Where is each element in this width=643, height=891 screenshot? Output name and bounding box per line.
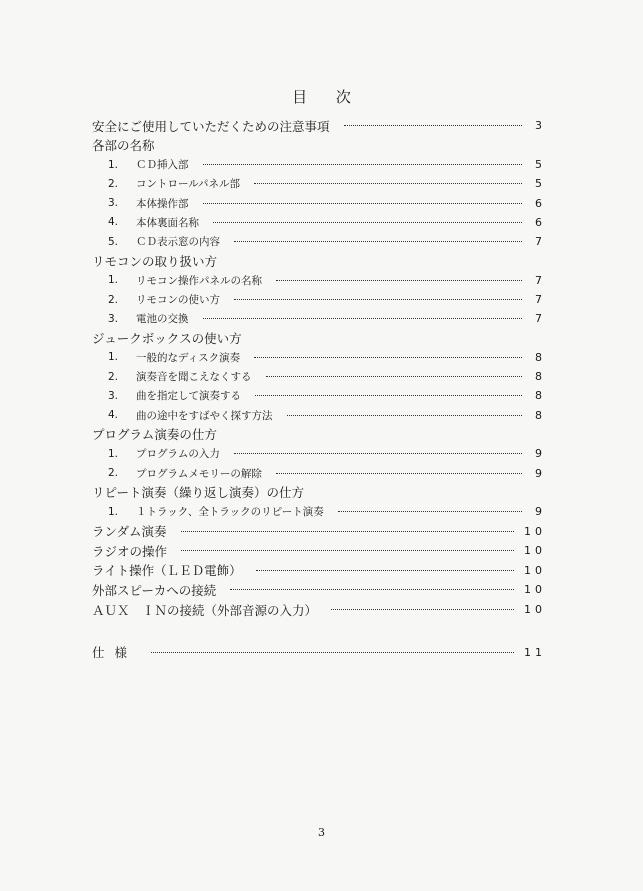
toc-entry-number: 3. bbox=[108, 389, 119, 402]
toc-entry-number: 4. bbox=[108, 409, 119, 422]
toc-page-number: 3 bbox=[535, 119, 542, 133]
toc-entry bbox=[92, 116, 542, 136]
toc-page-number: 10 bbox=[524, 563, 546, 577]
toc-entry-label: ＣＤ挿入部 bbox=[136, 159, 189, 172]
toc-entry-number: 2. bbox=[108, 177, 119, 190]
toc-entry bbox=[92, 367, 542, 386]
toc-entry-number: 3. bbox=[108, 197, 119, 210]
dot-leader bbox=[151, 652, 514, 653]
dot-leader bbox=[276, 473, 522, 474]
toc-entry-label: プログラムメモリーの解除 bbox=[136, 467, 262, 480]
toc-entry-number: 1. bbox=[108, 274, 119, 287]
dot-leader bbox=[331, 609, 514, 610]
dot-leader bbox=[266, 376, 523, 377]
toc-page-number: 6 bbox=[535, 196, 542, 210]
toc-page-number: 8 bbox=[535, 408, 542, 422]
toc-entry-label: 曲の途中をすばやく探す方法 bbox=[136, 409, 273, 422]
toc-entry-label: ライト操作（ＬＥＤ電飾） bbox=[92, 563, 242, 579]
toc-entry bbox=[92, 174, 542, 193]
toc-entry-label: 各部の名称 bbox=[92, 138, 155, 154]
toc-entry bbox=[92, 405, 542, 424]
toc-page-number: 8 bbox=[535, 350, 542, 364]
toc-page-number: 9 bbox=[535, 466, 542, 480]
toc-entry-label: ジュークボックスの使い方 bbox=[92, 331, 242, 347]
toc-entry bbox=[92, 580, 546, 600]
toc-entry bbox=[92, 463, 542, 482]
toc-page-number: 10 bbox=[524, 583, 546, 597]
toc-entry bbox=[92, 600, 546, 620]
toc-entry-label: 安全にご使用していただくための注意事項 bbox=[92, 118, 330, 134]
toc-entry-label: ランダム演奏 bbox=[92, 524, 167, 540]
dot-leader bbox=[181, 531, 514, 532]
toc-page-number: 5 bbox=[535, 158, 542, 172]
toc-page-number: 8 bbox=[535, 389, 542, 403]
dot-leader bbox=[234, 241, 522, 242]
toc-entry-specs bbox=[92, 642, 546, 662]
toc-entry-label: リモコン操作パネルの名称 bbox=[136, 274, 262, 287]
toc-page-number: 7 bbox=[535, 235, 542, 249]
dot-leader bbox=[256, 570, 514, 571]
dot-leader bbox=[254, 183, 522, 184]
dot-leader bbox=[287, 415, 523, 416]
toc-entry-number: 2. bbox=[108, 293, 119, 306]
dot-leader bbox=[276, 280, 522, 281]
dot-leader bbox=[203, 164, 523, 165]
dot-leader bbox=[254, 357, 522, 358]
toc-entry-label: リピート演奏（繰り返し演奏）の仕方 bbox=[92, 485, 305, 501]
toc-page-number: 10 bbox=[524, 524, 546, 538]
toc-entry bbox=[92, 521, 546, 541]
toc-title: 目 次 bbox=[292, 88, 363, 106]
toc-entry-label: 本体操作部 bbox=[136, 197, 189, 210]
dot-leader bbox=[255, 395, 522, 396]
toc-entry bbox=[92, 290, 542, 309]
dot-leader bbox=[230, 589, 514, 590]
toc-entry-label: 本体裏面名称 bbox=[136, 216, 199, 229]
toc-entry-number: 1. bbox=[108, 447, 119, 460]
toc-entry bbox=[92, 309, 542, 328]
toc-entry bbox=[92, 232, 542, 251]
toc-page-number: 7 bbox=[535, 293, 542, 306]
dot-leader bbox=[234, 299, 522, 300]
toc-entry-label: コントロールパネル部 bbox=[136, 178, 241, 191]
page-number: 3 bbox=[318, 826, 325, 839]
toc-entry-label: ＡＵＸ ＩＮの接続（外部音源の入力） bbox=[92, 602, 318, 618]
dot-leader bbox=[234, 453, 522, 454]
toc-page-number: 8 bbox=[535, 370, 542, 384]
toc-page-number: 7 bbox=[535, 312, 542, 326]
toc-entry-label: 外部スピーカへの接続 bbox=[92, 582, 217, 598]
toc-entry bbox=[92, 194, 542, 213]
toc-page-number: 11 bbox=[524, 645, 546, 659]
toc-section-heading bbox=[92, 328, 542, 348]
toc-entry-label: 仕様 bbox=[92, 645, 138, 661]
toc-entry-number: 3. bbox=[108, 312, 119, 325]
toc-entry-label: プログラム演奏の仕方 bbox=[92, 427, 217, 443]
toc-page-number: 10 bbox=[524, 544, 546, 558]
toc-section-heading bbox=[92, 136, 542, 156]
toc-page-number: 9 bbox=[535, 447, 542, 461]
dot-leader bbox=[203, 203, 523, 204]
toc-page-number: 9 bbox=[535, 505, 542, 519]
toc-entry bbox=[92, 213, 542, 232]
toc-entry-number: 1. bbox=[108, 158, 119, 171]
toc-section-heading bbox=[92, 425, 542, 445]
toc-entry-label: 一般的なディスク演奏 bbox=[136, 351, 241, 364]
toc-entry-number: 5. bbox=[108, 235, 119, 248]
dot-leader bbox=[213, 222, 522, 223]
toc-page-number: 7 bbox=[535, 273, 542, 287]
toc-entry-label: ＣＤ表示窓の内容 bbox=[136, 236, 220, 249]
toc-entry-number: 4. bbox=[108, 216, 119, 229]
dot-leader bbox=[338, 511, 522, 512]
spacer bbox=[92, 619, 542, 642]
toc-section-heading bbox=[92, 251, 542, 271]
toc-page-number: 10 bbox=[524, 603, 546, 617]
toc-entry-label: １トラック、全トラックのリピート演奏 bbox=[136, 506, 324, 519]
toc-entry bbox=[92, 348, 542, 367]
toc-entry bbox=[92, 444, 542, 463]
toc-entry-label: 電池の交換 bbox=[136, 313, 189, 326]
table-of-contents bbox=[92, 116, 546, 662]
toc-entry-label: リモコンの使い方 bbox=[136, 294, 220, 306]
toc-entry bbox=[92, 155, 542, 174]
toc-entry bbox=[92, 386, 542, 405]
toc-entry-number: 2. bbox=[108, 467, 119, 479]
toc-entry bbox=[92, 561, 546, 581]
dot-leader bbox=[344, 125, 522, 126]
toc-entry bbox=[92, 502, 542, 521]
toc-entry-label: ラジオの操作 bbox=[92, 543, 168, 559]
toc-section-heading bbox=[92, 483, 542, 503]
toc-page-number: 6 bbox=[535, 215, 542, 229]
toc-entry-number: 1. bbox=[108, 351, 119, 364]
toc-entry-label: プログラムの入力 bbox=[136, 448, 220, 461]
toc-entry-label: 演奏音を聞こえなくする bbox=[136, 371, 252, 384]
toc-entry-label: リモコンの取り扱い方 bbox=[92, 253, 218, 269]
toc-entry bbox=[92, 271, 542, 290]
toc-entry bbox=[92, 541, 546, 561]
dot-leader bbox=[181, 550, 514, 551]
dot-leader bbox=[203, 318, 523, 319]
toc-page-number: 5 bbox=[535, 177, 542, 191]
toc-entry-number: 1. bbox=[108, 505, 119, 518]
toc-entry-label: 曲を指定して演奏する bbox=[136, 390, 241, 403]
toc-entry-number: 2. bbox=[108, 370, 119, 383]
